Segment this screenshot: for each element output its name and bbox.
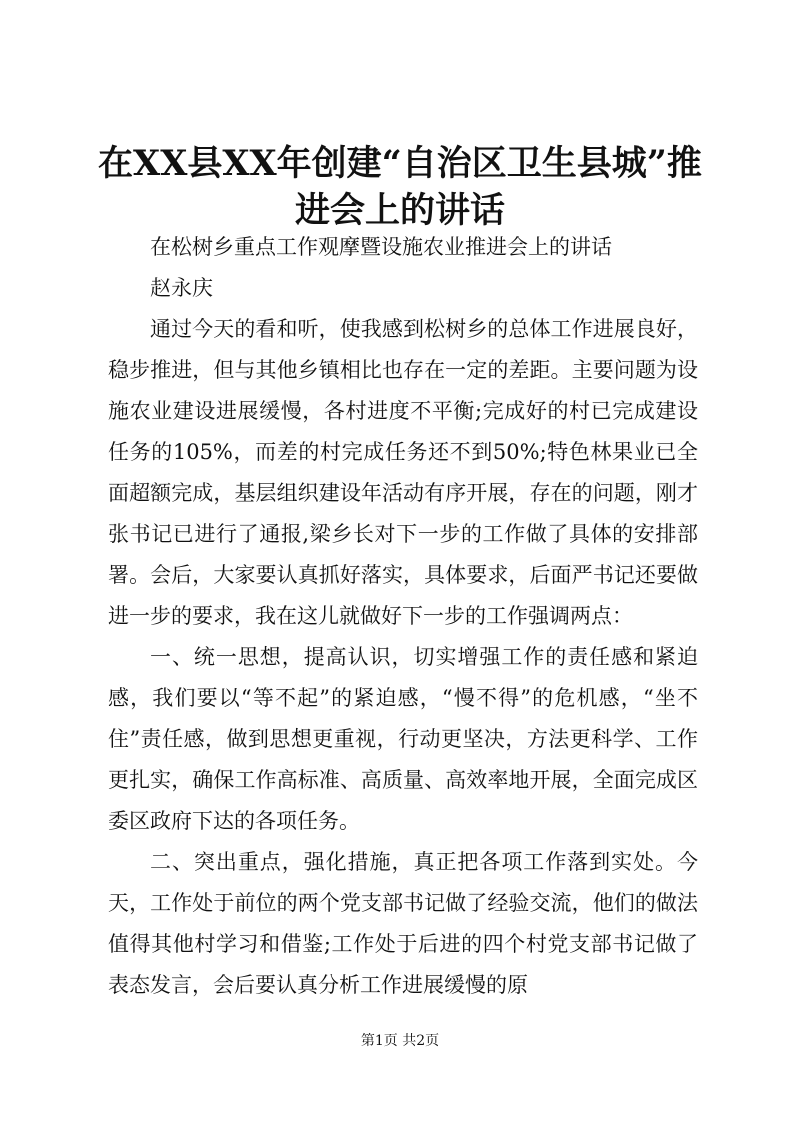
paragraph-1: 通过今天的看和听，使我感到松树乡的总体工作进展良好，稳步推进，但与其他乡镇相比也存在一定的差距。主要问题为设施农业建设进展缓慢，各村进度不平衡;完成好的村已完成建设任务的105%，而差的村完成任务还不到50%;特色林果业已全面超额完成，基层组织建设年活动有序开展，存在的问题，刚才张书记已进行了通报,梁乡长对下一步的工作做了具体的安排部署。会后，大家要认真抓好落实，具体要求，后面严书记还要做进一步的要求，我在这儿就做好下一步的工作强调两点： xyxy=(108,317,698,628)
document-subtitle: 在松树乡重点工作观摩暨设施农业推进会上的讲话 xyxy=(150,235,612,259)
paragraph-3: 二、突出重点，强化措施，真正把各项工作落到实处。今天，工作处于前位的两个党支部书记做了经验交流，他们的做法值得其他村学习和借鉴;工作处于后进的四个村党支部书记做了表态发言，会后要认真分析工作进展缓慢的原 xyxy=(108,850,698,997)
document-title: 在XX县XX年创建“自治区卫生县城”推进会上的讲话 xyxy=(98,143,702,231)
paragraph-2: 一、统一思想，提高认识，切实增强工作的责任感和紧迫感，我们要以“等不起”的紧迫感，“慢不得”的危机感，“坐不住”责任感，做到思想更重视，行动更坚决，方法更科学、工作更扎实，确保工作高标准、高质量、高效率地开展，全面完成区委区政府下达的各项任务。 xyxy=(108,645,698,833)
document-author: 赵永庆 xyxy=(150,276,213,300)
document-body xyxy=(108,227,698,1006)
page-number-footer: 第1页 共2页 xyxy=(360,1033,440,1049)
